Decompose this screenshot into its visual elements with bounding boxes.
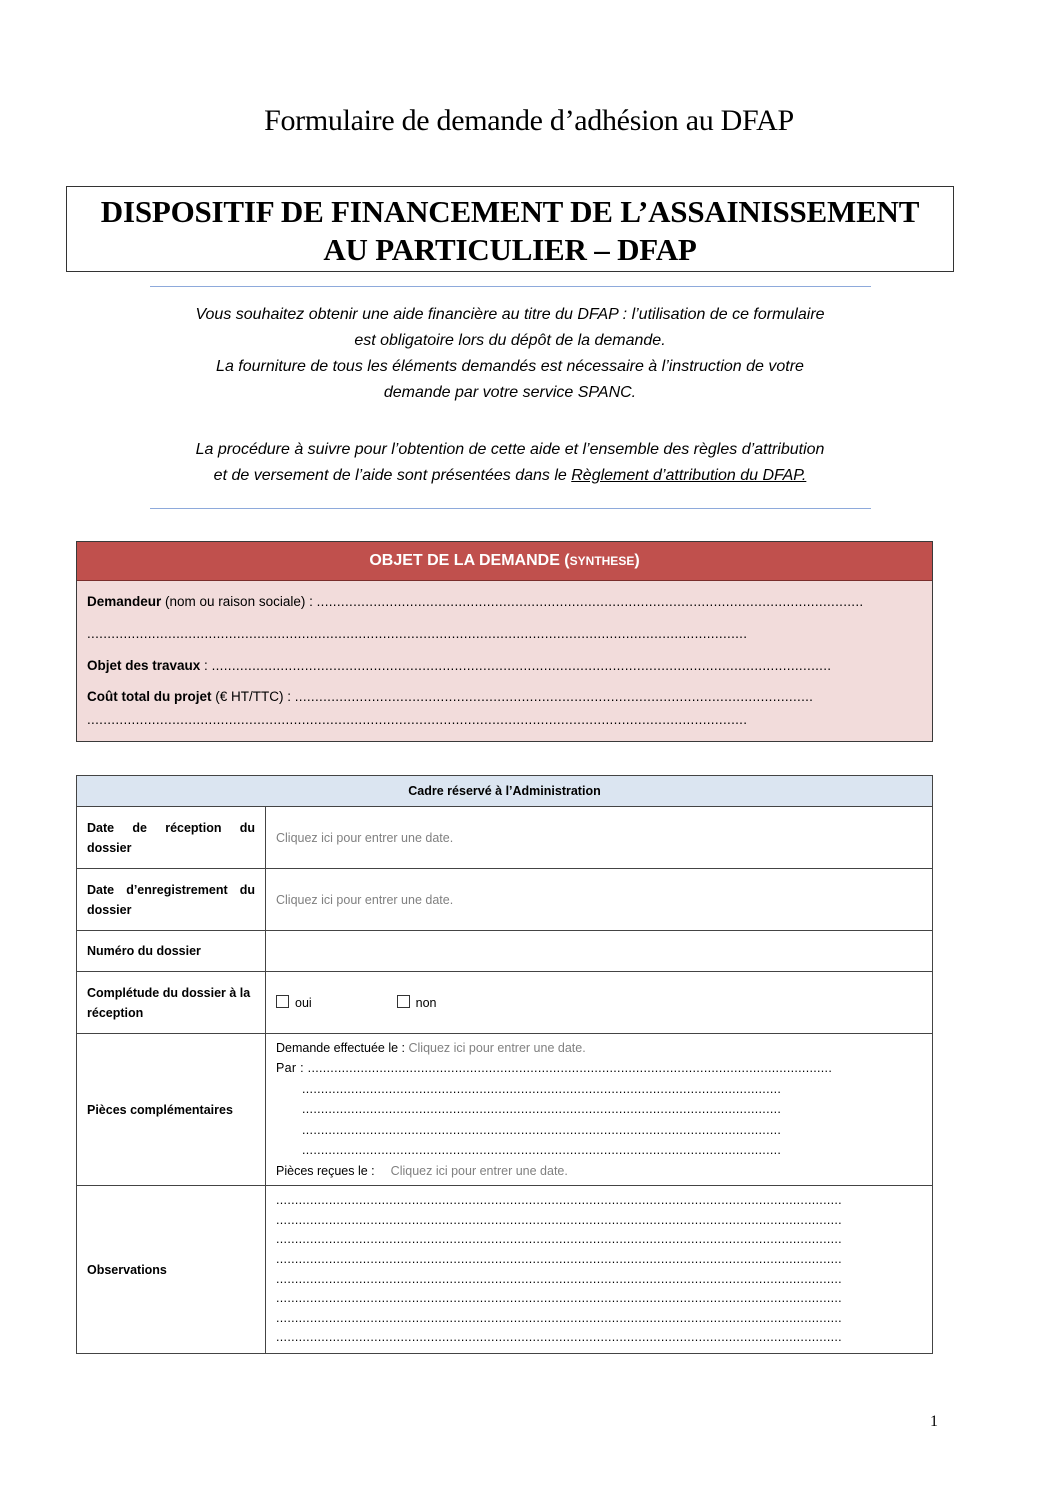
requested-date-picker[interactable]: Cliquez ici pour entrer une date. — [408, 1040, 586, 1055]
completeness-options — [266, 972, 933, 1034]
observations-line: ...................................................................................................................................................... — [276, 1193, 842, 1208]
pieces-fill-line[interactable]: ............................................................................................................................... — [302, 1122, 782, 1137]
pieces-fill-line[interactable]: ............................................................................................................................... — [302, 1143, 782, 1158]
received-date-line: Pièces reçues le : Cliquez ici pour entrer une date. — [276, 1163, 568, 1178]
divider-top — [150, 286, 871, 287]
reception-date-picker[interactable]: Cliquez ici pour entrer une date. — [266, 807, 933, 869]
pieces-fill-line[interactable]: ............................................................................................................................... — [302, 1081, 782, 1096]
pieces-fill-line[interactable]: ............................................................................................................................... — [302, 1102, 782, 1117]
observations-line: ...................................................................................................................................................... — [276, 1232, 842, 1247]
intro-line: est obligatoire lors du dépôt de la demande. — [354, 332, 666, 349]
document-title: Formulaire de demande d’adhésion au DFAP — [264, 104, 794, 137]
requested-date-line: Demande effectuée le : Cliquez ici pour entrer une date. — [276, 1040, 586, 1055]
checkbox-icon[interactable] — [276, 995, 289, 1008]
synthesis-header: OBJET DE LA DEMANDE (SYNTHESE) — [77, 542, 932, 581]
admin-table-header: Cadre réservé à l’Administration — [77, 776, 933, 807]
divider-bottom — [150, 508, 871, 509]
checkbox-icon[interactable] — [397, 995, 410, 1008]
file-number-label: Numéro du dossier — [77, 931, 266, 972]
observations-line: ...................................................................................................................................................... — [276, 1212, 842, 1227]
observations-line: ...................................................................................................................................................... — [276, 1251, 842, 1266]
intro-line: La procédure à suivre pour l’obtention de cette aide et l’ensemble des règles d’attribution — [195, 441, 825, 458]
intro-paragraph-1 — [140, 302, 880, 406]
banner-line-2: AU PARTICULIER – DFAP — [323, 232, 697, 267]
works-object-field[interactable]: Objet des travaux : ......................................................................................................................................................... — [87, 658, 832, 673]
intro-line: Vous souhaitez obtenir une aide financière au titre du DFAP : l’utilisation de ce formulaire — [195, 306, 825, 323]
applicant-field-continued[interactable]: ................................................................................................................................................................... — [87, 626, 748, 641]
requested-by-field[interactable]: Par : ........................................................................................................................................... — [276, 1061, 833, 1076]
checkbox-non[interactable]: non — [397, 996, 437, 1010]
observations-field[interactable] — [266, 1186, 933, 1354]
intro-line: demande par votre service SPANC. — [383, 384, 637, 401]
observations-line: ...................................................................................................................................................... — [276, 1330, 842, 1345]
observations-line: ...................................................................................................................................................... — [276, 1310, 842, 1325]
intro-line: et de versement de l’aide sont présentées dans le Règlement d’attribution du DFAP. — [213, 467, 807, 484]
reglement-link[interactable]: Règlement d’attribution du DFAP. — [571, 467, 807, 484]
total-cost-field-continued[interactable]: ................................................................................................................................................................... — [87, 712, 748, 727]
file-number-field[interactable] — [266, 931, 933, 972]
intro-line: La fourniture de tous les éléments demandés est nécessaire à l’instruction de votre — [216, 358, 804, 375]
completeness-label: Complétude du dossier à la réception — [77, 972, 266, 1034]
received-date-picker[interactable]: Cliquez ici pour entrer une date. — [390, 1163, 568, 1178]
registration-date-picker[interactable]: Cliquez ici pour entrer une date. — [266, 869, 933, 931]
observations-line: ...................................................................................................................................................... — [276, 1291, 842, 1306]
intro-paragraph-2 — [140, 437, 880, 489]
reception-date-label: Date de réception du dossier — [77, 807, 266, 869]
checkbox-oui[interactable]: oui — [276, 996, 312, 1010]
registration-date-label: Date d’enregistrement du dossier — [77, 869, 266, 931]
total-cost-field[interactable]: Coût total du projet (€ HT/TTC) : ................................................................................................................................ — [87, 689, 814, 704]
page-number: 1 — [930, 1413, 938, 1430]
applicant-field[interactable]: Demandeur (nom ou raison sociale) : ....................................................................................................................................... — [87, 594, 864, 609]
extra-pieces-label: Pièces complémentaires — [77, 1034, 266, 1186]
banner-line-1: DISPOSITIF DE FINANCEMENT DE L’ASSAINISSEMENT — [100, 194, 920, 229]
observations-line: ...................................................................................................................................................... — [276, 1271, 842, 1286]
observations-label: Observations — [77, 1186, 266, 1354]
synthesis-box — [76, 541, 933, 742]
admin-table — [76, 775, 933, 1354]
program-banner — [66, 186, 954, 272]
extra-pieces-cell — [266, 1034, 933, 1186]
